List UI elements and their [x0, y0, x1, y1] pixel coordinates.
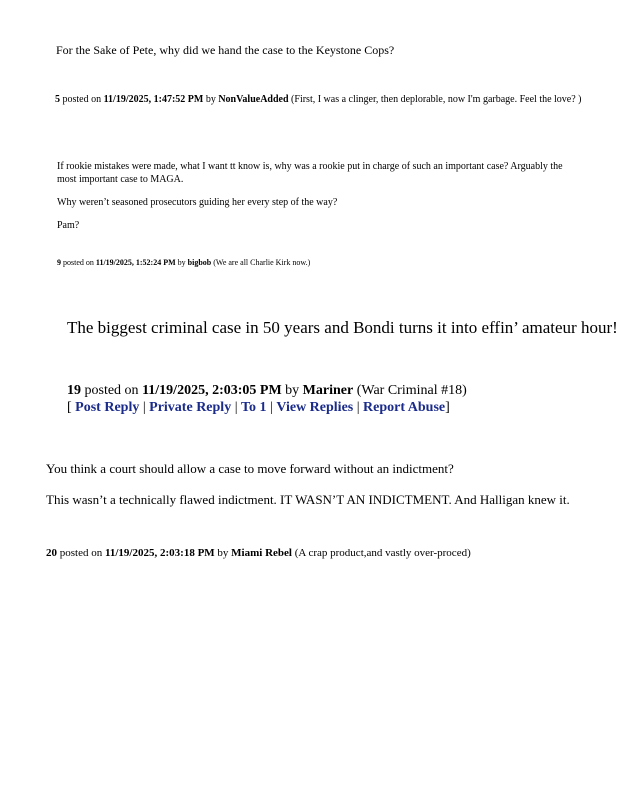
- post-author[interactable]: bigbob: [187, 258, 212, 267]
- author-tagline: (A crap product,and vastly over-proced): [294, 547, 471, 559]
- post-body: For the Sake of Pete, why did we hand the case to the Keystone Cops?: [56, 43, 395, 57]
- to-1-link[interactable]: To 1: [241, 400, 267, 415]
- post-meta: [46, 547, 471, 559]
- posted-on-label: posted on: [63, 258, 94, 267]
- by-label: by: [285, 383, 300, 398]
- post-date: 11/19/2025, 1:47:52 PM: [103, 94, 204, 105]
- posted-on-label: posted on: [62, 94, 102, 105]
- author-tagline: (War Criminal #18): [356, 383, 467, 398]
- post-author[interactable]: NonValueAdded: [218, 94, 289, 105]
- post-number: 20: [46, 547, 57, 559]
- bracket-open: [: [67, 400, 72, 415]
- post-meta: [55, 94, 582, 105]
- by-label: by: [177, 258, 186, 267]
- post-number: 19: [67, 383, 81, 398]
- post-body: [57, 160, 567, 242]
- post-author[interactable]: Mariner: [302, 383, 354, 398]
- author-tagline: (We are all Charlie Kirk now.): [213, 258, 311, 267]
- post-paragraph: If rookie mistakes were made, what I want tt know is, why was a rookie put in charge of such an important case? Arguably the most important case to MAGA.: [57, 161, 563, 185]
- view-replies-link[interactable]: View Replies: [276, 400, 354, 415]
- link-separator: |: [356, 400, 360, 415]
- link-separator: |: [234, 400, 238, 415]
- by-label: by: [205, 94, 216, 105]
- post-paragraph: Pam?: [57, 220, 80, 231]
- posted-on-label: posted on: [84, 383, 139, 398]
- bracket-close: ]: [445, 400, 450, 415]
- post-reply-link[interactable]: Post Reply: [75, 400, 140, 415]
- post-date: 11/19/2025, 2:03:18 PM: [104, 547, 215, 559]
- post-date: 11/19/2025, 1:52:24 PM: [95, 258, 176, 267]
- report-abuse-link[interactable]: Report Abuse: [363, 400, 446, 415]
- post-actions: [67, 399, 467, 416]
- by-label: by: [217, 547, 229, 559]
- post-meta: [57, 258, 310, 267]
- post-meta-line: [67, 382, 467, 399]
- author-tagline: (First, I was a clinger, then deplorable, now I'm garbage. Feel the love? ): [291, 94, 582, 105]
- post-paragraph: This wasn’t a technically flawed indictment. IT WASN’T AN INDICTMENT. And Halligan knew it.: [46, 492, 570, 507]
- post-body: The biggest criminal case in 50 years and Bondi turns it into effin’ amateur hour!: [67, 318, 618, 337]
- private-reply-link[interactable]: Private Reply: [149, 400, 232, 415]
- post-meta: [67, 382, 467, 416]
- posted-on-label: posted on: [59, 547, 103, 559]
- link-separator: |: [270, 400, 273, 415]
- post-number: 9: [57, 258, 61, 267]
- post-author[interactable]: Miami Rebel: [231, 547, 292, 559]
- post-number: 5: [55, 94, 60, 105]
- post-paragraph: You think a court should allow a case to move forward without an indictment?: [46, 461, 454, 476]
- post-date: 11/19/2025, 2:03:05 PM: [142, 383, 282, 398]
- link-separator: |: [142, 400, 146, 415]
- post-paragraph: Why weren’t seasoned prosecutors guiding her every step of the way?: [57, 197, 338, 208]
